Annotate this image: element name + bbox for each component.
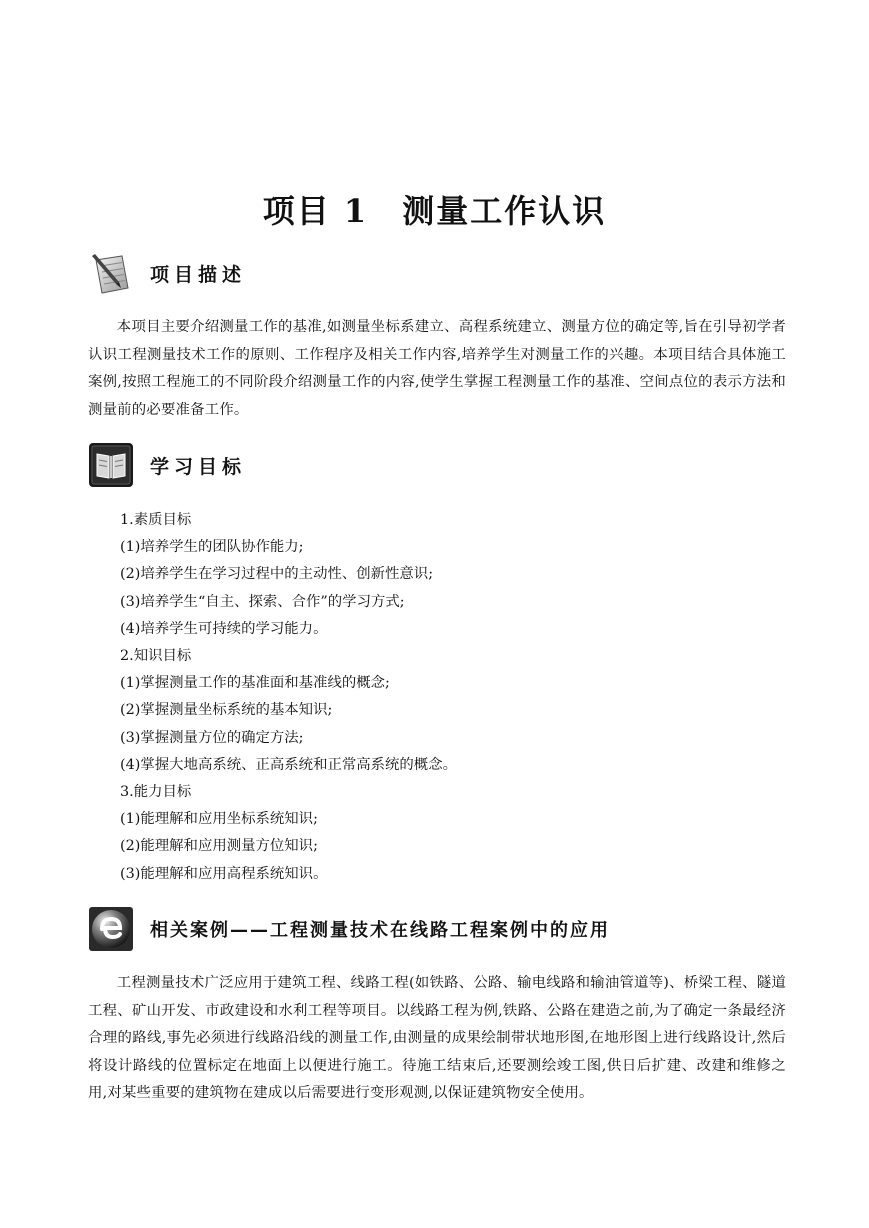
section-title-description: 项目描述 [150, 263, 247, 286]
section-title-objectives: 学习目标 [150, 455, 247, 478]
objective-heading: 2.知识目标 [120, 648, 192, 665]
section-header-case [88, 904, 610, 954]
description-paragraph: 本项目主要介绍测量工作的基准,如测量坐标系建立、高程系统建立、测量方位的确定等,旨在引导初学者认识工程测量技术工作的原则、工作程序及相关工作内容,培养学生对测量工作的兴趣。本项目结合具体施工案例,按照工程施工的不同阶段介绍测量工作的内容,使学生掌握工程测量工作的基准、空间点位的表示方法和测量前的必要准备工作。 [88, 319, 786, 418]
objective-item: (3)能理解和应用高程系统知识。 [120, 865, 328, 882]
section-header-description [88, 248, 246, 298]
objective-item: (1)能理解和应用坐标系统知识; [120, 811, 318, 828]
objectives-list [120, 507, 780, 888]
book-icon [88, 442, 134, 488]
notepad-pen-icon [88, 250, 134, 296]
objective-item: (2)掌握测量坐标系统的基本知识; [120, 702, 333, 719]
case-paragraph: 工程测量技术广泛应用于建筑工程、线路工程(如铁路、公路、输电线路和输油管道等)、桥梁工程、隧道工程、矿山开发、市政建设和水利工程等项目。以线路工程为例,铁路、公路在建造之前,为了确定一条最经济合理的路线,事先必须进行线路沿线的测量工作,由测量的成果绘制带状地形图,在地形图上进行线路设计,然后将设计路线的位置标定在地面上以便进行施工。待施工结束后,还要测绘竣工图,供日后扩建、改建和维修之用,对某些重要的建筑物在建成以后需要进行变形观测,以保证建筑物安全使用。 [88, 975, 786, 1101]
globe-e-icon [88, 906, 134, 952]
objective-item: (2)能理解和应用测量方位知识; [120, 838, 318, 855]
objective-heading: 1.素质目标 [120, 512, 192, 528]
objective-item: (1)掌握测量工作的基准面和基准线的概念; [120, 675, 390, 692]
objective-item: (3)培养学生“自主、探索、合作”的学习方式; [120, 593, 405, 610]
section-header-objectives [88, 440, 246, 490]
page-title: 项目 1 测量工作认识 [262, 192, 607, 230]
objective-heading: 3.能力目标 [120, 784, 192, 801]
objective-item: (4)掌握大地高系统、正高系统和正常高系统的概念。 [120, 756, 457, 773]
objective-item: (1)培养学生的团队协作能力; [120, 539, 304, 556]
objective-item: (3)掌握测量方位的确定方法; [120, 729, 304, 746]
objective-item: (2)培养学生在学习过程中的主动性、创新性意识; [120, 566, 434, 583]
objective-item: (4)培养学生可持续的学习能力。 [120, 620, 328, 637]
section-title-case: 相关案例——工程测量技术在线路工程案例中的应用 [150, 920, 610, 941]
